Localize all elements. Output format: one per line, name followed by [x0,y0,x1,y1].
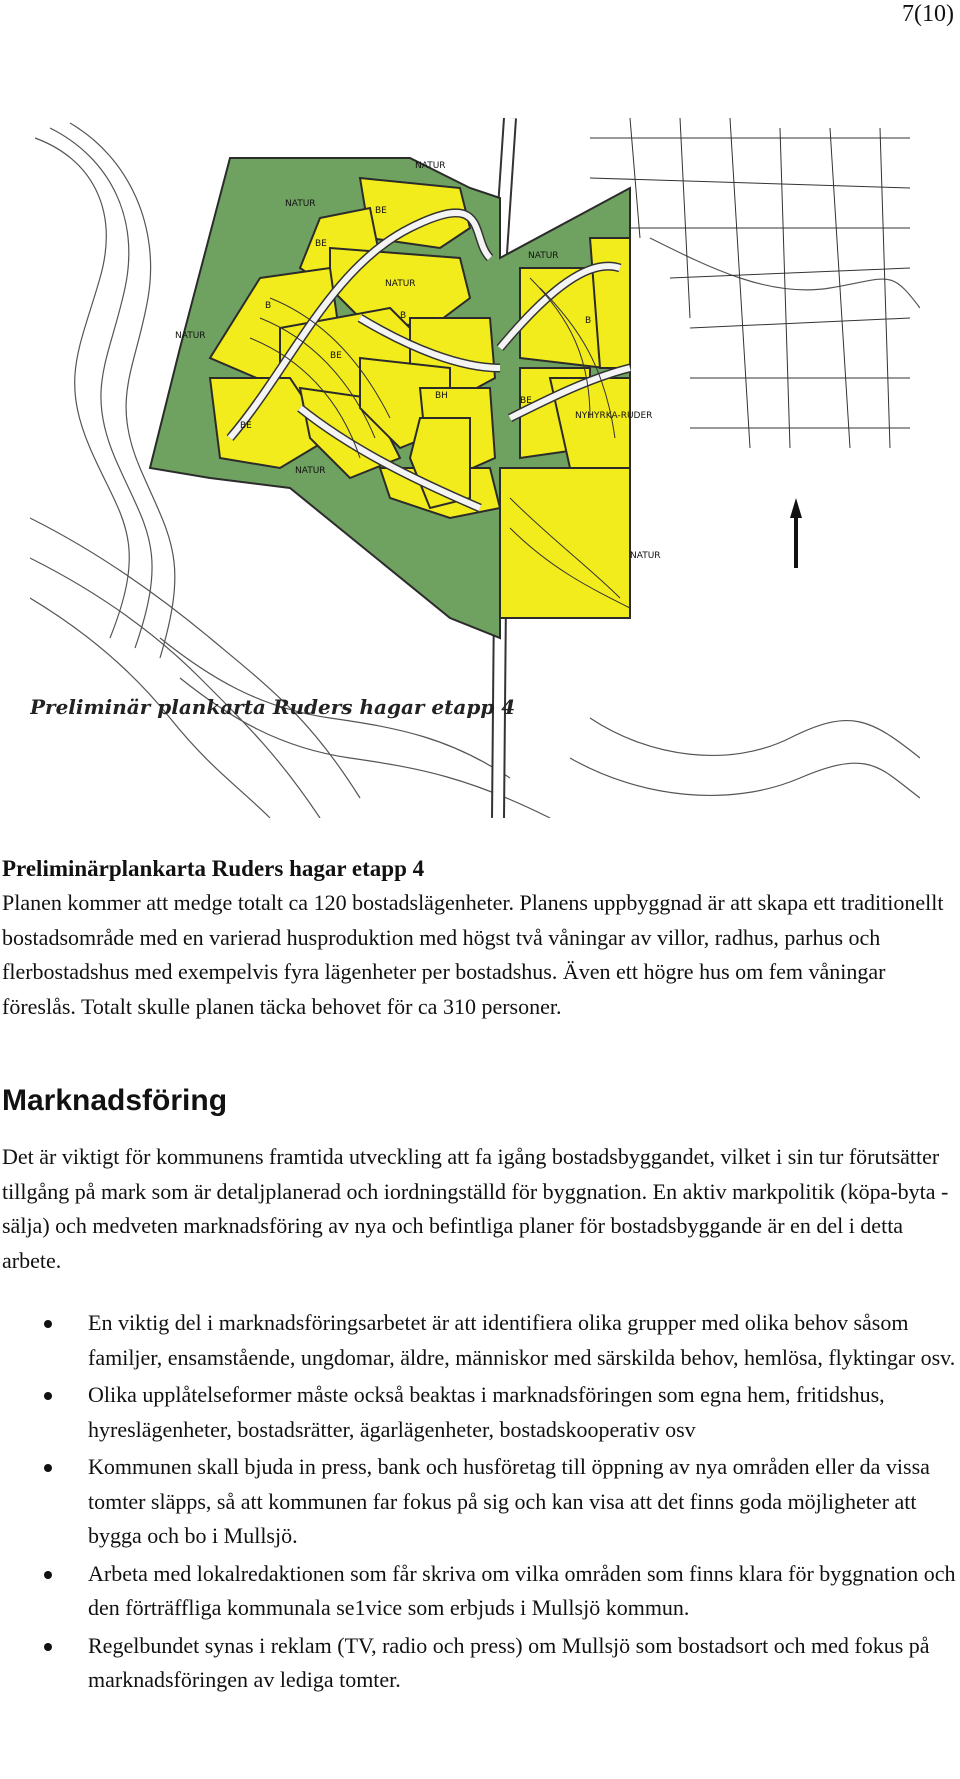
bullet-item [0,1450,958,1554]
map-caption: Preliminär plankarta Ruders hagar etapp 4 [30,695,516,719]
map-label-natur-7: NATUR [630,551,661,561]
map-label-b-1: B [585,316,592,326]
map-label-be-2: BE [315,239,327,249]
page-number: 7(10) [902,1,954,27]
bullet-text: Arbeta med lokalredaktionen som får skriva om vilka områden som finns klara för byggnation och den förträffliga kommunala se1vice som erbjuds i Mullsjö kommun. [88,1560,956,1620]
caption-title: Preliminärplankarta Ruders hagar etapp 4 [2,856,425,881]
bullet-dot-icon [44,1320,52,1328]
map-label-natur-5: NATUR [175,331,206,341]
bullet-text: En viktig del i marknadsföringsarbetet är att identifiera olika grupper med olika behov såsom familjer, ensamstående, ungdomar, äldre, människor med särskilda behov, hemlösa, flyktingar osv. [88,1310,956,1370]
bullet-text: Kommunen skall bjuda in press, bank och husföretag till öppning av nya områden eller da vissa tomter släpps, så att kommunen far fokus på sig och kan visa att det finns goda möjligheter att bygga och bo i Mullsjö. [88,1454,930,1548]
map-label-bh: BH [435,391,448,401]
map-label-be-4: BE [240,421,252,431]
map-label-natur-4: NATUR [385,279,416,289]
plan-map-drawing [30,118,920,818]
map-label-b-2: B [265,301,272,311]
section-heading: Marknadsföring [2,1084,228,1117]
caption-body: Planen kommer att medge totalt ca 120 bostadslägenheter. Planens uppbyggnad är att skapa ett traditionellt bostadsområde med en varierad husproduktion med högst två våningar av villor, radhus, parhus och flerbostadshus med exempelvis fyra lägenheter per bostadshus. Även ett högre hus om fem våningar föreslås. Totalt skulle planen täcka behovet för ca 310 personer. [2,890,944,1019]
bullet-text: Regelbundet synas i reklam (TV, radio och press) om Mullsjö som bostadsort och med fokus på marknadsföringen av lediga tomter. [88,1632,930,1692]
map-label-be-1: BE [375,206,387,216]
intro-paragraph: Det är viktigt för kommunens framtida utveckling att fa igång bostadsbyggandet, vilket i sin tur förutsätter tillgång på mark som är detaljplanerad och iordningställd för byggnation. En aktiv markpolitik (köpa-byta - sälja) och medveten marknadsföring av nya och befintliga planer för bostadsbyggande är en del i detta arbete. [2,1144,949,1273]
bullet-item [0,1378,958,1447]
map-label-natur-2: NATUR [415,161,446,171]
bullet-item [0,1306,958,1375]
map-label-natur-6: NATUR [295,466,326,476]
map-label-be-3: BE [330,351,342,361]
map-label-natur-3: NATUR [528,251,559,261]
bullet-item [0,1629,958,1698]
bullet-dot-icon [44,1643,52,1651]
map-label-myrarna: NYHYRKA-RUDER [575,411,653,421]
bullet-dot-icon [44,1392,52,1400]
bullet-dot-icon [44,1464,52,1472]
bullet-dot-icon [44,1571,52,1579]
plan-map [30,118,920,818]
bullet-text: Olika upplåtelseformer måste också beaktas i marknadsföringen som egna hem, fritidshus, hyreslägenheter, bostadsrätter, ägarlägenheter, bostadskooperativ osv [88,1382,885,1442]
bullet-list [0,1306,958,1701]
bullet-item [0,1557,958,1626]
map-label-b-3: B [400,311,407,321]
map-label-natur-1: NATUR [285,199,316,209]
map-label-be-5: BE [520,396,532,406]
